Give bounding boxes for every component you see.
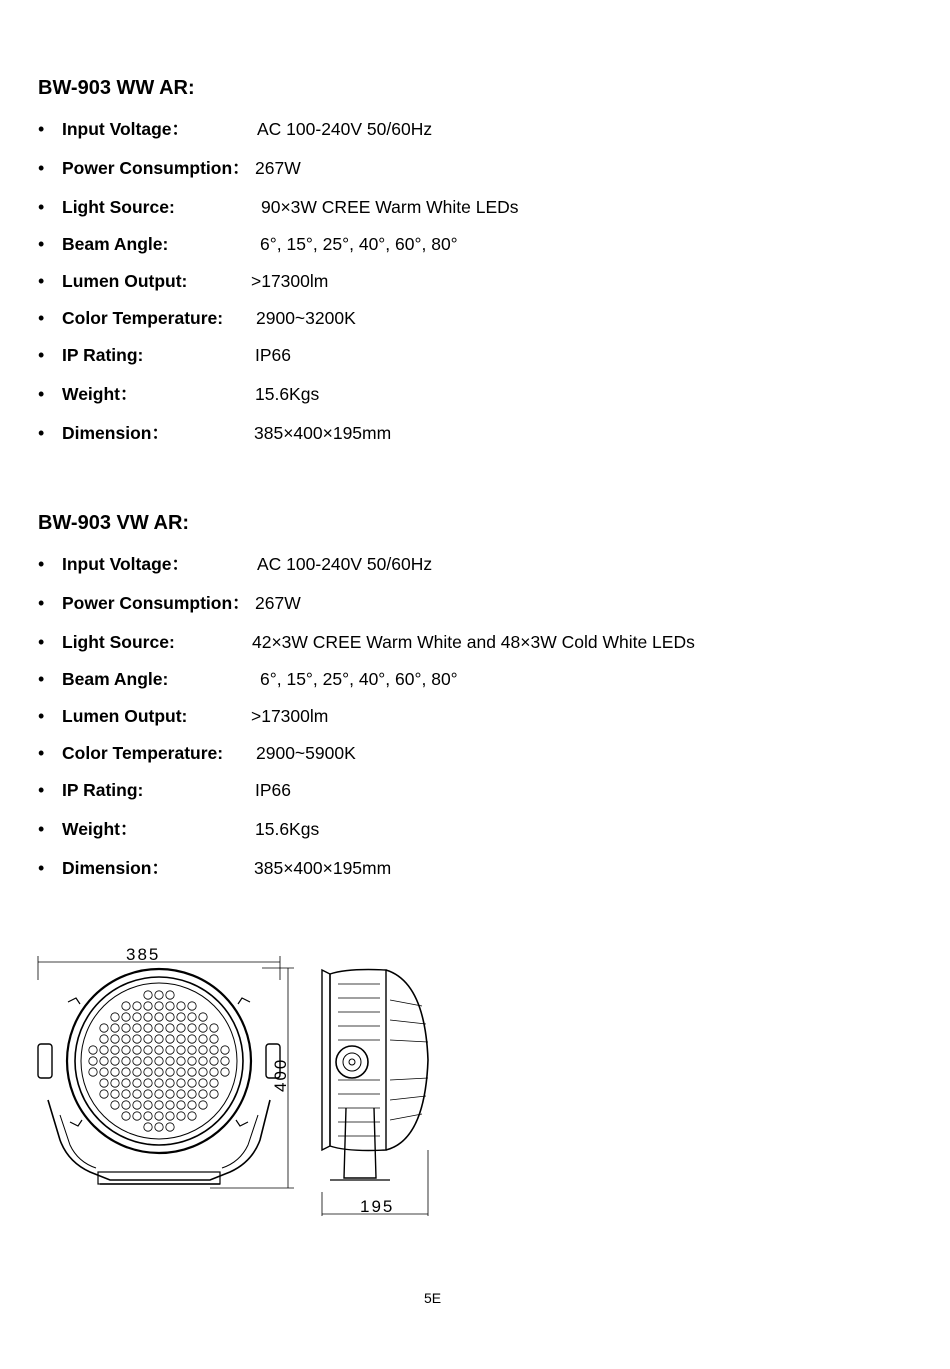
spec-value: 2900~5900K — [256, 743, 356, 763]
spec-label: Beam Angle: — [62, 669, 169, 689]
led-array — [89, 991, 229, 1131]
spec-label: Weight： — [62, 819, 138, 839]
spec-value: IP66 — [255, 780, 291, 800]
spec-value: 267W — [255, 158, 301, 178]
spec-label: Power Consumption： — [62, 158, 250, 178]
page-number: 5E — [424, 1290, 442, 1306]
spec-value: 90×3W CREE Warm White LEDs — [261, 197, 519, 217]
bullet-icon: • — [38, 554, 45, 574]
bullet-icon: • — [38, 423, 45, 443]
spec-value: AC 100-240V 50/60Hz — [257, 119, 433, 139]
spec-label: Weight： — [62, 384, 138, 404]
bullet-icon: • — [38, 706, 45, 726]
spec-value: 15.6Kgs — [255, 384, 320, 404]
bullet-icon: • — [38, 345, 45, 365]
spec-label: IP Rating: — [62, 345, 144, 365]
bullet-icon: • — [38, 593, 45, 613]
spec-label: Power Consumption： — [62, 593, 250, 613]
spec-section-vw — [38, 507, 918, 878]
spec-section-ww — [38, 72, 918, 443]
spec-label: Beam Angle: — [62, 234, 169, 254]
spec-label: Input Voltage： — [62, 554, 190, 574]
depth-dimension-label: 195 — [360, 1197, 395, 1216]
section-title: BW-903 WW AR: — [38, 77, 195, 99]
bullet-icon: • — [38, 308, 45, 328]
bullet-icon: • — [38, 743, 45, 763]
spec-value: 385×400×195mm — [254, 858, 392, 878]
spec-label: Dimension： — [62, 423, 169, 443]
dimension-drawing — [30, 940, 450, 1230]
spec-label: Color Temperature: — [62, 743, 224, 763]
bullet-icon: • — [38, 197, 45, 217]
spec-label: Input Voltage： — [62, 119, 190, 139]
bullet-icon: • — [38, 858, 45, 878]
side-view — [322, 970, 428, 1217]
bullet-icon: • — [38, 234, 45, 254]
spec-label: IP Rating: — [62, 780, 144, 800]
spec-value: 2900~3200K — [256, 308, 356, 328]
spec-value: >17300lm — [251, 271, 329, 291]
bullet-icon: • — [38, 669, 45, 689]
spec-label: Light Source: — [62, 197, 175, 217]
bullet-icon: • — [38, 158, 45, 178]
bullet-icon: • — [38, 271, 45, 291]
spec-value: IP66 — [255, 345, 291, 365]
spec-label: Light Source: — [62, 632, 175, 652]
section-title: BW-903 VW AR: — [38, 512, 190, 534]
spec-value: 15.6Kgs — [255, 819, 320, 839]
spec-label: Dimension： — [62, 858, 169, 878]
bullet-icon: • — [38, 632, 45, 652]
width-dimension-label: 385 — [126, 945, 161, 964]
spec-value: 6°, 15°, 25°, 40°, 60°, 80° — [260, 234, 458, 254]
spec-value: 267W — [255, 593, 301, 613]
bullet-icon: • — [38, 780, 45, 800]
bullet-icon: • — [38, 819, 45, 839]
bullet-icon: • — [38, 384, 45, 404]
spec-value: >17300lm — [251, 706, 329, 726]
spec-value: 42×3W CREE Warm White and 48×3W Cold White LEDs — [252, 632, 695, 652]
spec-value: 385×400×195mm — [254, 423, 392, 443]
spec-label: Lumen Output: — [62, 271, 188, 291]
spec-value: 6°, 15°, 25°, 40°, 60°, 80° — [260, 669, 458, 689]
spec-label: Lumen Output: — [62, 706, 188, 726]
height-dimension-label: 400 — [271, 1057, 290, 1092]
spec-label: Color Temperature: — [62, 308, 224, 328]
bullet-icon: • — [38, 119, 45, 139]
spec-value: AC 100-240V 50/60Hz — [257, 554, 433, 574]
